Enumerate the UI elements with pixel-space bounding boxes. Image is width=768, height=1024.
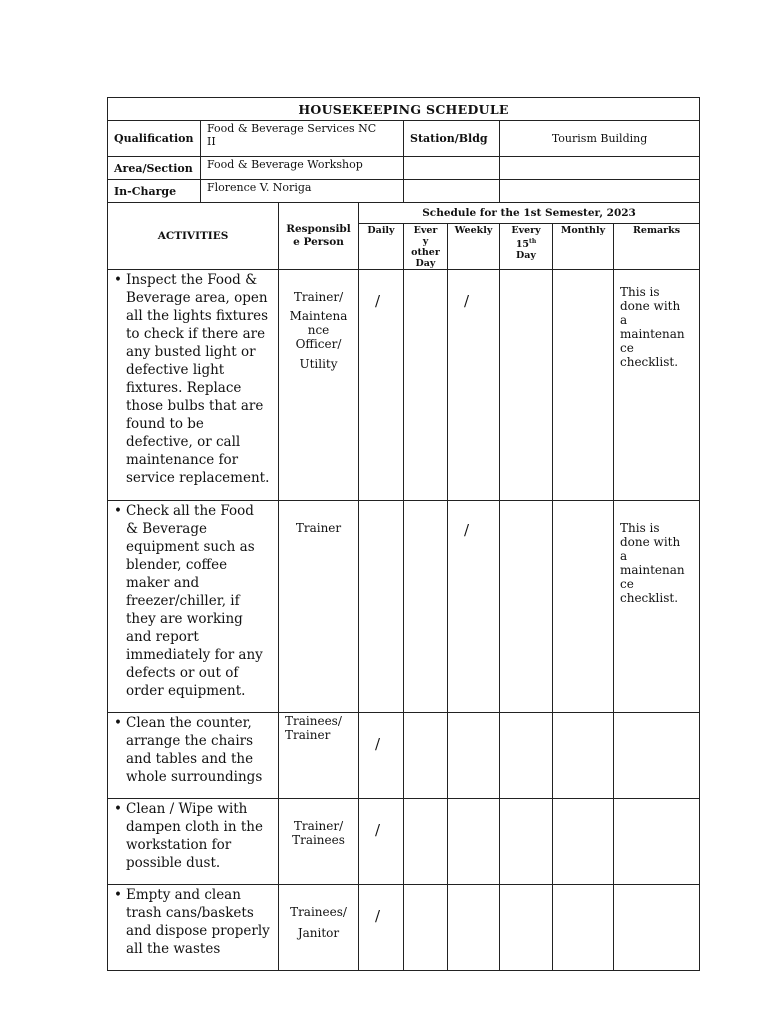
- every-other-day-cell: [404, 713, 448, 799]
- responsible-person-header: Responsibl e Person: [279, 203, 359, 270]
- every-15th-day-cell: [500, 270, 553, 501]
- activities-header: ACTIVITIES: [108, 203, 279, 270]
- daily-cell: [359, 501, 404, 713]
- responsible-cell: Trainees/ Trainer: [279, 713, 359, 799]
- remarks-cell: This is done with a maintenan ce checklist.: [614, 501, 700, 713]
- every-other-day-cell: [404, 799, 448, 885]
- table-row: [108, 501, 700, 713]
- responsible-cell: Trainer: [279, 501, 359, 713]
- incharge-value: Florence V. Noriga: [201, 180, 404, 203]
- semester-schedule-header: Schedule for the 1st Semester, 2023: [359, 203, 700, 224]
- qualification-value: Food & Beverage Services NC II: [201, 121, 404, 157]
- remarks-cell: [614, 799, 700, 885]
- incharge-empty-cell-2: [500, 180, 700, 203]
- daily-check-mark: /: [359, 885, 404, 971]
- activity-cell: • Check all the Food & Beverage equipment such as blender, coffee maker and freezer/chiller, if they are working and report immediately for any defects or out of order equipment.: [108, 501, 279, 713]
- every-15th-day-cell: [500, 799, 553, 885]
- monthly-cell: [553, 713, 614, 799]
- weekly-cell: [448, 713, 500, 799]
- every-15th-day-cell: [500, 501, 553, 713]
- area-value: Food & Beverage Workshop: [201, 157, 404, 180]
- daily-check-mark: /: [359, 270, 404, 501]
- weekly-cell: [448, 885, 500, 971]
- every-other-day-cell: [404, 270, 448, 501]
- incharge-empty-cell-1: [404, 180, 500, 203]
- daily-check-mark: /: [359, 713, 404, 799]
- remarks-header: Remarks: [614, 224, 700, 270]
- remarks-cell: This is done with a maintenan ce checklist.: [614, 270, 700, 501]
- weekly-header: Weekly: [448, 224, 500, 270]
- activity-cell: • Empty and clean trash cans/baskets and dispose properly all the wastes: [108, 885, 279, 971]
- housekeeping-schedule-table: [107, 97, 700, 971]
- table-row: [108, 799, 700, 885]
- incharge-label: In-Charge: [108, 180, 201, 203]
- monthly-cell: [553, 501, 614, 713]
- every-other-day-cell: [404, 885, 448, 971]
- every-15th-day-header: Every 15th Day: [500, 224, 553, 270]
- weekly-check-mark: /: [448, 501, 500, 713]
- monthly-cell: [553, 799, 614, 885]
- table-row: [108, 885, 700, 971]
- qualification-label: Qualification: [108, 121, 201, 157]
- station-label: Station/Bldg: [404, 121, 500, 157]
- area-empty-cell-1: [404, 157, 500, 180]
- document-title: HOUSEKEEPING SCHEDULE: [108, 98, 700, 121]
- responsible-cell: Trainer/ Trainees: [279, 799, 359, 885]
- monthly-cell: [553, 885, 614, 971]
- every-15th-day-cell: [500, 713, 553, 799]
- table-row: [108, 713, 700, 799]
- activity-cell: • Inspect the Food & Beverage area, open all the lights fixtures to check if there are any busted light or defective light fixtures. Replace those bulbs that are found to be defective, or call maintenance for service replacement.: [108, 270, 279, 501]
- monthly-cell: [553, 270, 614, 501]
- weekly-check-mark: /: [448, 270, 500, 501]
- table-row: [108, 270, 700, 501]
- activity-cell: • Clean the counter, arrange the chairs and tables and the whole surroundings: [108, 713, 279, 799]
- responsible-cell: Trainees/ Janitor: [279, 885, 359, 971]
- monthly-header: Monthly: [553, 224, 614, 270]
- every-other-day-cell: [404, 501, 448, 713]
- weekly-cell: [448, 799, 500, 885]
- remarks-cell: [614, 885, 700, 971]
- activity-cell: • Clean / Wipe with dampen cloth in the workstation for possible dust.: [108, 799, 279, 885]
- every-15th-day-cell: [500, 885, 553, 971]
- station-value: Tourism Building: [500, 121, 700, 157]
- remarks-cell: [614, 713, 700, 799]
- daily-header: Daily: [359, 224, 404, 270]
- area-empty-cell-2: [500, 157, 700, 180]
- responsible-cell: Trainer/ Maintena nce Officer/ Utility: [279, 270, 359, 501]
- daily-check-mark: /: [359, 799, 404, 885]
- every-other-day-header: Ever y other Day: [404, 224, 448, 270]
- area-label: Area/Section: [108, 157, 201, 180]
